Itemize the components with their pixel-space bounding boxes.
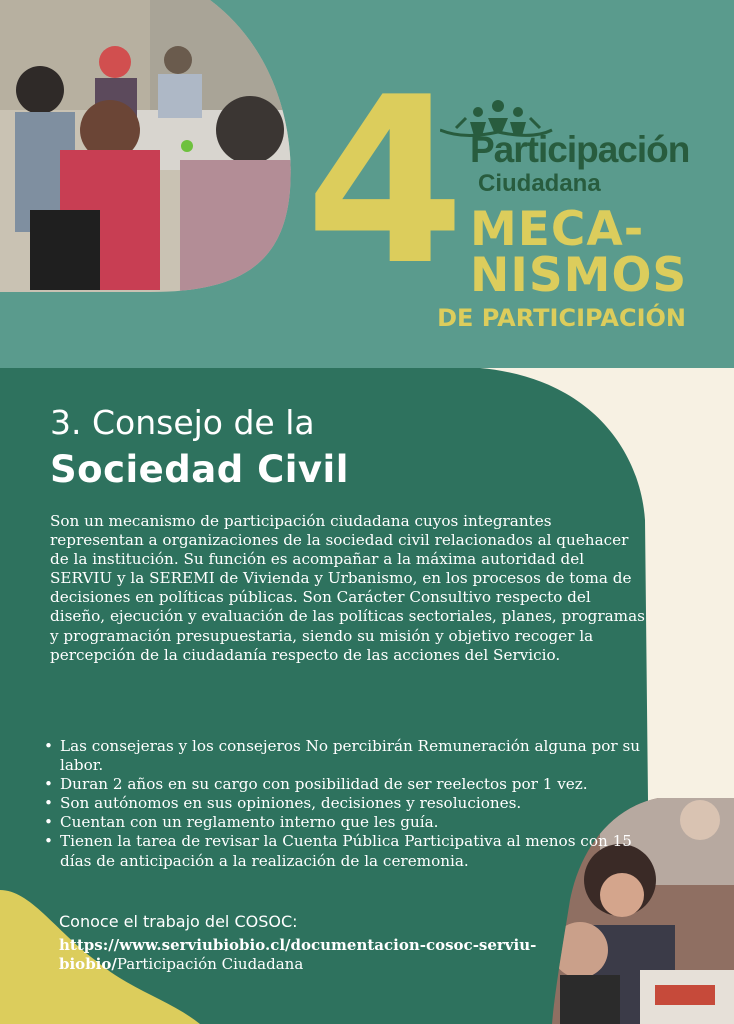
features-list [42,737,642,871]
logo-participacion-text: Participación [470,129,690,170]
title-line-2: NISMOS [470,248,688,303]
list-item: • Son autónomos en sus opiniones, decisiones y resoluciones. [42,794,642,813]
subtitle: DE PARTICIPACIÓN [437,304,686,332]
url-suffix: Participación Ciudadana [116,955,304,973]
title-line-1: MECA- [470,202,645,257]
big-number: 4 [305,49,460,316]
description-paragraph: Son un mecanismo de participación ciudadana cuyos integrantes representan a organizaciones de la sociedad civil relacionados al quehacer de la institución. Su función es acompañar a la máxima autoridad del SERVIU y la SEREMI de Vivienda y Urbanismo, en los procesos de toma de decisiones en políticas públicas. Son Carácter Consultivo respecto del diseño, ejecución y evaluación de las políticas sectoriales, planes, programas y programación presupuestaria, siendo su misión y objetivo recoger la percepción de la ciudadanía respecto de las acciones del Servicio. [50,512,645,664]
list-item: • Cuentan con un reglamento interno que les guía. [42,813,642,832]
section-heading-line-1: 3. Consejo de la [50,403,315,442]
cosoc-url-link[interactable]: https://www.serviubiobio.cl/documentacion-cosoc-serviu-biobio/ [59,936,537,973]
list-item: • Tienen la tarea de revisar la Cuenta Pública Participativa al menos con 15 días de anticipación a la realización de la ceremonia. [42,832,642,870]
cosoc-link-block [59,936,579,974]
section-heading-line-2: Sociedad Civil [50,448,349,491]
list-item: • Las consejeras y los consejeros No percibirán Remuneración alguna por su labor. [42,737,642,775]
list-item: • Duran 2 años en su cargo con posibilidad de ser reelectos por 1 vez. [42,775,642,794]
logo-ciudadana-text: Ciudadana [478,170,601,197]
cta-text: Conoce el trabajo del COSOC: [59,912,298,931]
